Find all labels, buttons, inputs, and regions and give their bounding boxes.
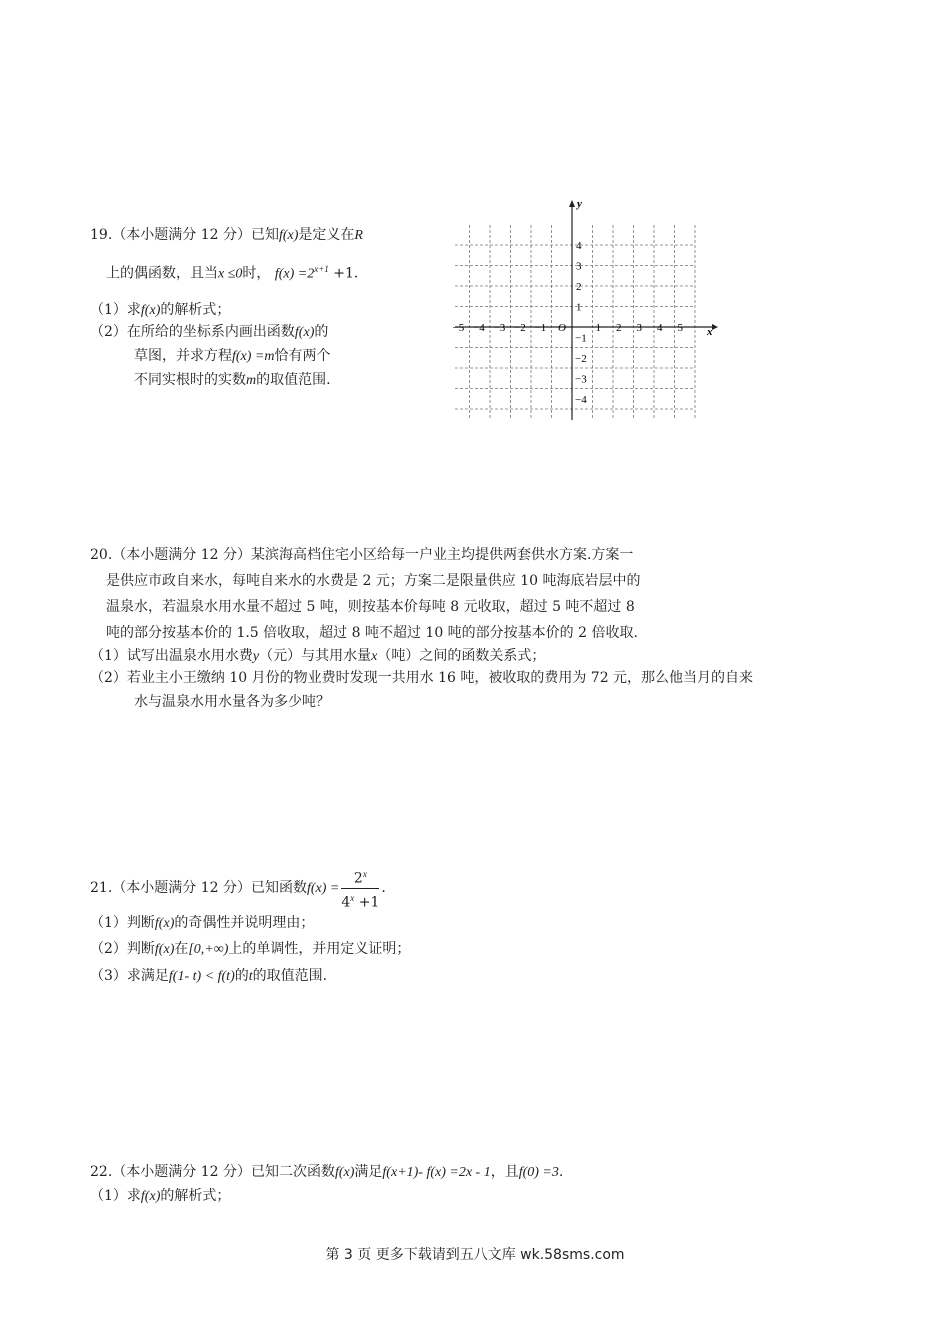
x-tick-label: −4 — [473, 322, 485, 334]
x-tick-label: −1 — [534, 322, 547, 334]
q21-line1: 21.（本小题满分 12 分）已知函数f(x) = $\frac{2^x}{4^x +1}$ . — [90, 865, 386, 911]
q21-part1: （1）判断f(x)的奇偶性并说明理由； — [90, 915, 315, 931]
q19-line2: 上的偶函数，且当x ≤0时， $f(x) =2^{x+1} +1$. — [106, 264, 359, 282]
q20-line4: 吨的部分按基本价的 1.5 倍收取，超过 8 吨不超过 10 吨的部分按基本价的 2 倍收取. — [106, 625, 638, 641]
q20-part2: （2）若业主小王缴纳 10 月份的物业费时发现一共用水 16 吨，被收取的费用为 72 元，那么他当月的自来 — [90, 670, 754, 686]
x-tick-label: 2 — [616, 322, 622, 334]
q20-part1: （1）试写出温泉水用水费y（元）与其用水量x（吨）之间的函数关系式； — [90, 648, 546, 664]
x-tick-label: 5 — [677, 322, 683, 334]
q20-line1: 20.（本小题满分 12 分）某滨海高档住宅小区给每一户业主均提供两套供水方案.方案一 — [90, 547, 634, 563]
q19-part1: （1）求f(x)的解析式； — [90, 302, 231, 318]
x-tick-label: O — [558, 322, 566, 334]
q22-line1: 22.（本小题满分 12 分）已知二次函数f(x)满足f(x+1)- f(x) =2x - 1，且f(0) =3. — [90, 1164, 564, 1180]
q19-part2: （2）在所给的坐标系内画出函数f(x)的 — [90, 324, 329, 340]
q20-part2-line2: 水与温泉水用水量各为多少吨？ — [134, 694, 330, 710]
q21-fraction: $\frac{2^x}{4^x +1}$ — [341, 865, 379, 911]
y-tick-label: 1 — [576, 301, 582, 314]
q19-line1: 19.（本小题满分 12 分）已知f(x)是定义在R — [90, 227, 363, 243]
x-tick-label: 4 — [657, 322, 663, 334]
q19-part2-line3: 不同实根时的实数m的取值范围. — [134, 372, 331, 388]
x-tick-label: 1 — [595, 322, 601, 334]
x-tick-label: −2 — [514, 322, 526, 334]
coordinate-grid — [450, 195, 720, 430]
q20-line2: 是供应市政自来水，每吨自来水的水费是 2 元；方案二是限量供应 10 吨海底岩层中的 — [106, 573, 641, 589]
q21-part2: （2）判断f(x)在[0,+∞)上的单调性，并用定义证明； — [90, 941, 411, 957]
y-tick-label: 3 — [576, 260, 582, 273]
x-tick-label: 3 — [636, 322, 642, 334]
page-footer: 第 3 页 更多下载请到五八文库 wk.58sms.com — [325, 1247, 625, 1263]
y-tick-label: −4 — [575, 394, 587, 406]
x-tick-label: −5 — [452, 322, 465, 334]
y-axis-arrow — [569, 200, 575, 207]
y-tick-label: 2 — [576, 281, 582, 293]
q19-part2-line2: 草图，并求方程f(x) =m恰有两个 — [134, 348, 331, 364]
q22-part1: （1）求f(x)的解析式； — [90, 1188, 231, 1204]
y-tick-label: −1 — [575, 332, 587, 345]
q20-line3: 温泉水，若温泉水用水量不超过 5 吨，则按基本价每吨 8 元收取，超过 5 吨不超过 8 — [106, 599, 635, 615]
x-axis-label: x — [707, 326, 713, 338]
y-axis-label: y — [577, 198, 582, 210]
y-tick-label: −3 — [575, 373, 587, 386]
x-tick-label: −3 — [493, 322, 506, 334]
q21-part3: （3）求满足f(1- t) < f(t)的t的取值范围. — [90, 968, 328, 984]
y-tick-label: 4 — [576, 240, 582, 252]
x-axis-arrow — [712, 324, 718, 330]
y-tick-label: −2 — [575, 353, 587, 365]
